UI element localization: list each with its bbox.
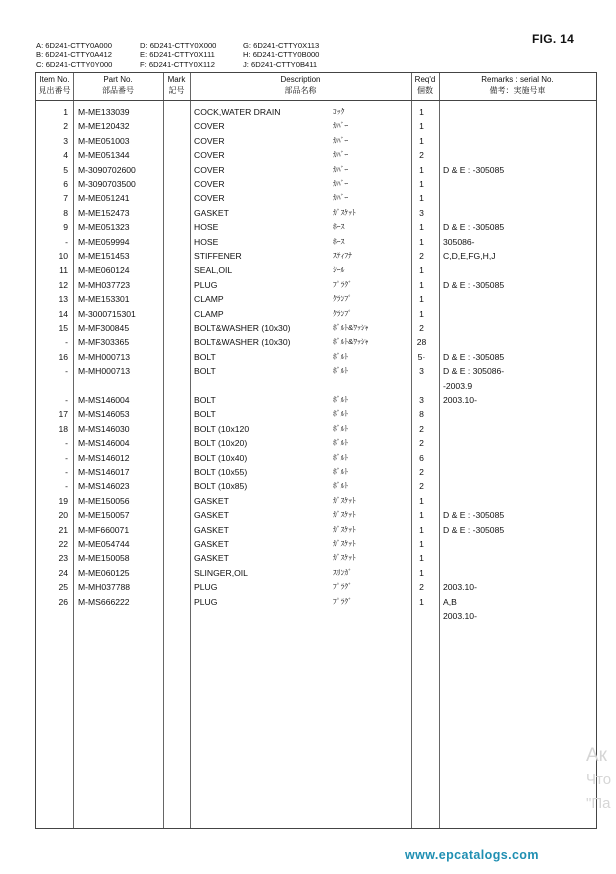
table-row	[36, 134, 596, 148]
cell-description: BOLT&WASHER (10x30)	[194, 323, 291, 333]
cell-description: BOLT	[194, 409, 216, 420]
cell-description-jp: ｶﾞｽｹｯﾄ	[333, 495, 356, 505]
cell-item-no: 9	[63, 222, 68, 233]
cell-description: COCK,WATER DRAIN	[194, 107, 281, 117]
cell-description: CLAMP	[194, 308, 224, 319]
ghost-line: "Па	[586, 795, 611, 812]
cell-description-jp: ﾌﾟﾗｸﾞ	[333, 596, 352, 606]
header-mark	[163, 75, 190, 96]
cell-item-no: 19	[58, 495, 68, 506]
cell-part-no: M-ME060124	[78, 265, 130, 276]
cell-description: BOLT&WASHER (10x30)	[194, 337, 291, 348]
cell-description-jp: ﾎﾞﾙﾄ&ﾜｯｼｬ	[333, 323, 369, 332]
cell-quantity: 6	[419, 452, 424, 463]
cell-description-jp: ｶﾊﾞｰ	[333, 150, 349, 160]
table-row	[36, 278, 596, 292]
table-row	[36, 249, 596, 263]
cell-description: HOSE	[194, 222, 219, 233]
cell-quantity: 1	[419, 107, 424, 117]
header-remarks-jp: 備考：実施号車	[489, 85, 546, 95]
cell-description: BOLT (10x120	[194, 423, 250, 434]
model-code: B: 6D241-CTTY0A412	[36, 50, 112, 60]
cell-quantity: 3	[419, 366, 424, 377]
cell-description: COVER	[194, 121, 225, 132]
cell-quantity: 1	[419, 121, 424, 132]
cell-description-jp: ｺｯｸ	[333, 107, 345, 116]
cell-part-no: M-MH037788	[78, 582, 131, 593]
cell-description-jp: ｶﾞｽｹｯﾄ	[333, 510, 356, 520]
cell-quantity: 28	[416, 337, 427, 348]
cell-quantity: 2	[419, 323, 424, 333]
table-row	[36, 609, 596, 623]
cell-description-jp: ﾌﾟﾗｸﾞ	[333, 582, 352, 592]
table-row	[36, 465, 596, 479]
table-row	[36, 292, 596, 306]
cell-description: BOLT	[194, 351, 216, 362]
cell-remarks: D & E : -305085	[443, 222, 505, 233]
header-reqd-jp: 個数	[417, 85, 433, 95]
cell-part-no: M-ME051003	[78, 135, 130, 146]
cell-description: GASKET	[194, 207, 229, 218]
cell-remarks: D & E : -305085	[443, 510, 505, 521]
header-remarks	[439, 75, 596, 96]
watermark: www.epcatalogs.com	[405, 848, 539, 862]
cell-description: COVER	[194, 150, 225, 161]
cell-description: BOLT (10x85)	[194, 481, 248, 492]
cell-item-no: 10	[58, 251, 68, 261]
cell-description-jp: ﾎﾞﾙﾄ	[333, 351, 349, 361]
cell-description-jp: ﾎﾞﾙﾄ	[333, 366, 349, 376]
cell-description: STIFFENER	[194, 251, 242, 261]
cell-part-no: M-MS146030	[78, 423, 130, 434]
cell-description: PLUG	[194, 582, 218, 593]
figure-label: FIG. 14	[532, 32, 575, 46]
cell-part-no: M-ME152473	[78, 207, 130, 218]
cell-description-jp: ｶﾞｽｹｯﾄ	[333, 553, 356, 563]
table-row	[36, 364, 596, 378]
cell-item-no: 3	[63, 135, 68, 146]
cell-description-jp: ｽﾘﾝｶﾞ	[333, 567, 352, 577]
table-row	[36, 307, 596, 321]
cell-quantity: 1	[419, 524, 424, 535]
cell-quantity: 1	[419, 164, 424, 175]
cell-quantity: 2	[419, 582, 424, 593]
header-description-jp: 部品名称	[284, 85, 317, 95]
cell-description: COVER	[194, 193, 225, 204]
cell-item-no: 26	[58, 596, 68, 607]
cell-description-jp: ｽﾃｨﾌﾅ	[333, 251, 352, 260]
cell-item-no: -	[65, 337, 68, 348]
cell-part-no: M-3090703500	[78, 179, 136, 189]
cell-description-jp: ﾎｰｽ	[333, 222, 345, 232]
table-row	[36, 523, 596, 537]
cell-part-no: M-MH000713	[78, 351, 131, 362]
cell-remarks: D & E : -305085	[443, 279, 505, 290]
cell-remarks: 2003.10-	[443, 582, 477, 593]
cell-part-no: M-MS146004	[78, 395, 130, 405]
cell-part-no: M-ME051241	[78, 193, 130, 204]
cell-quantity: 2	[419, 481, 424, 492]
cell-quantity: 5·	[417, 351, 426, 362]
cell-quantity: 3	[419, 207, 424, 218]
cell-item-no: 8	[63, 207, 68, 218]
cell-description: GASKET	[194, 510, 229, 521]
cell-part-no: M-ME059994	[78, 236, 130, 247]
cell-description: GASKET	[194, 553, 229, 564]
cell-description-jp: ﾎﾞﾙﾄ	[333, 467, 349, 476]
table-row	[36, 119, 596, 133]
cell-remarks: C,D,E,FG,H,J	[443, 251, 496, 261]
cell-description-jp: ｶﾊﾞｰ	[333, 121, 349, 131]
cell-quantity: 1	[419, 279, 424, 290]
table-row	[36, 235, 596, 249]
cell-item-no: 5	[63, 164, 68, 175]
header-description	[190, 75, 411, 96]
cell-quantity: 2	[419, 251, 424, 261]
cell-quantity: 1	[419, 135, 424, 146]
header-reqd-en: Req'd	[414, 75, 436, 84]
cell-part-no: M-ME150056	[78, 495, 130, 506]
cell-description-jp: ｶﾞｽｹｯﾄ	[333, 207, 356, 217]
cell-quantity: 1	[419, 510, 424, 521]
cell-item-no: 13	[58, 294, 68, 305]
cell-item-no: 16	[58, 351, 68, 362]
cell-remarks: 2003.10-	[443, 395, 477, 405]
model-row	[36, 50, 353, 59]
cell-quantity: 1	[419, 308, 424, 319]
table-row	[36, 436, 596, 450]
cell-item-no: 23	[58, 553, 68, 564]
cell-description: SEAL,OIL	[194, 265, 233, 276]
model-row	[36, 60, 353, 69]
table-row	[36, 551, 596, 565]
cell-quantity: 8	[419, 409, 424, 420]
cell-description-jp: ﾌﾟﾗｸﾞ	[333, 279, 352, 289]
cell-item-no: 11	[59, 265, 68, 276]
cell-remarks: D & E : -305085	[443, 524, 505, 535]
cell-description-jp: ﾎﾞﾙﾄ	[333, 452, 349, 462]
cell-description: HOSE	[194, 236, 219, 247]
table-row	[36, 479, 596, 493]
model-code: G: 6D241-CTTY0X113	[243, 41, 320, 50]
cell-description-jp: ﾎﾞﾙﾄ	[333, 438, 349, 448]
cell-item-no: 7	[63, 193, 68, 204]
cell-item-no: 15	[58, 323, 68, 333]
cell-quantity: 1	[419, 222, 424, 233]
table-row	[36, 422, 596, 436]
cell-description-jp: ｶﾊﾞｰ	[333, 193, 349, 203]
ghost-overlay-text	[586, 744, 616, 816]
cell-description: PLUG	[194, 596, 218, 607]
cell-description-jp: ｶﾊﾞｰ	[333, 135, 349, 145]
cell-quantity: 1	[419, 179, 424, 189]
header-item-no	[36, 75, 73, 96]
cell-description: COVER	[194, 135, 225, 146]
cell-item-no: 2	[63, 121, 68, 132]
cell-part-no: M-ME150057	[78, 510, 130, 521]
header-item-no-en: Item No.	[39, 75, 70, 84]
header-mark-en: Mark	[167, 75, 186, 84]
cell-description-jp: ｼｰﾙ	[333, 265, 345, 275]
cell-part-no: M-MS666222	[78, 596, 130, 607]
header-description-en: Description	[280, 75, 321, 84]
table-row	[36, 220, 596, 234]
cell-quantity: 2	[419, 423, 424, 434]
cell-quantity: 1	[419, 495, 424, 506]
cell-item-no: 1	[63, 107, 68, 117]
table-row	[36, 335, 596, 349]
header-part-no	[73, 75, 163, 96]
cell-quantity: 1	[419, 193, 424, 204]
parts-table	[35, 72, 597, 829]
header-part-no-en: Part No.	[103, 75, 133, 84]
cell-description: BOLT (10x55)	[194, 467, 248, 477]
cell-item-no: -	[65, 452, 68, 463]
cell-description-jp: ｸﾗﾝﾌﾟ	[333, 308, 352, 318]
cell-description: CLAMP	[194, 294, 224, 305]
cell-part-no: M-MS146023	[78, 481, 130, 492]
cell-quantity: 1	[419, 596, 424, 607]
cell-description: SLINGER,OIL	[194, 567, 248, 578]
cell-part-no: M-MS146017	[78, 467, 130, 477]
table-row	[36, 148, 596, 162]
cell-part-no: M-MH037723	[78, 279, 131, 290]
cell-description-jp: ｶﾞｽｹｯﾄ	[333, 539, 356, 548]
header-mark-jp: 記号	[168, 85, 185, 95]
cell-part-no: M-ME051344	[78, 150, 130, 161]
cell-item-no: -	[65, 366, 68, 377]
header-item-no-jp: 見出番号	[38, 85, 71, 95]
table-row	[36, 580, 596, 594]
header-divider	[36, 100, 596, 101]
cell-description-jp: ﾎｰｽ	[333, 236, 345, 246]
table-row	[36, 393, 596, 407]
cell-remarks: 2003.10-	[443, 611, 477, 621]
table-row	[36, 494, 596, 508]
cell-item-no: 17	[58, 409, 68, 420]
cell-description-jp: ﾎﾞﾙﾄ	[333, 481, 349, 491]
cell-description: BOLT (10x40)	[194, 452, 248, 463]
cell-part-no: M-MS146004	[78, 438, 130, 449]
cell-part-no: M-MH000713	[78, 366, 131, 377]
model-code: H: 6D241-CTTY0B000	[243, 50, 320, 60]
cell-item-no: 12	[58, 279, 68, 290]
cell-part-no: M-ME153301	[78, 294, 130, 305]
table-row	[36, 321, 596, 335]
cell-description-jp: ﾎﾞﾙﾄ&ﾜｯｼｬ	[333, 337, 369, 347]
cell-item-no: 25	[58, 582, 68, 593]
model-list	[36, 41, 353, 69]
cell-description: PLUG	[194, 279, 218, 290]
cell-remarks: D & E : 305086-	[443, 366, 505, 377]
cell-item-no: -	[65, 236, 68, 247]
cell-item-no: 21	[58, 524, 68, 535]
table-row	[36, 163, 596, 177]
table-row	[36, 177, 596, 191]
cell-part-no: M-MS146053	[78, 409, 130, 420]
cell-remarks: D & E : -305085	[443, 351, 505, 362]
cell-quantity: 2	[419, 150, 424, 161]
table-row	[36, 379, 596, 393]
cell-description-jp: ｶﾊﾞｰ	[333, 179, 349, 188]
cell-part-no: M-MF303365	[78, 337, 130, 348]
model-code: J: 6D241-CTTY0B411	[243, 59, 318, 69]
table-row	[36, 105, 596, 119]
cell-description: BOLT	[194, 395, 216, 405]
cell-description-jp: ｶﾞｽｹｯﾄ	[333, 524, 356, 534]
cell-description: GASKET	[194, 495, 229, 506]
header-reqd	[411, 75, 439, 96]
cell-item-no: 6	[63, 179, 68, 189]
model-code: C: 6D241-CTTY0Y000	[36, 59, 113, 69]
cell-item-no: -	[65, 481, 68, 492]
cell-part-no: M-MF660071	[78, 524, 130, 535]
cell-part-no: M-ME151453	[78, 251, 130, 261]
cell-description: BOLT	[194, 366, 216, 377]
cell-part-no: M-ME051323	[78, 222, 130, 233]
model-code: D: 6D241-CTTY0X000	[140, 41, 217, 50]
table-row	[36, 595, 596, 609]
cell-description: GASKET	[194, 524, 229, 535]
table-row	[36, 350, 596, 364]
cell-description-jp: ﾎﾞﾙﾄ	[333, 409, 349, 419]
cell-item-no: 24	[58, 567, 68, 578]
cell-description-jp: ﾎﾞﾙﾄ	[333, 395, 349, 404]
model-code: A: 6D241-CTTY0A000	[36, 41, 112, 50]
cell-description: COVER	[194, 179, 225, 189]
ghost-line: Что	[586, 771, 612, 788]
cell-quantity: 1	[419, 236, 424, 247]
header-part-no-jp: 部品番号	[102, 85, 134, 95]
cell-item-no: 20	[58, 510, 68, 521]
table-row	[36, 206, 596, 220]
model-row	[36, 41, 353, 50]
table-row	[36, 451, 596, 465]
cell-description-jp: ﾎﾞﾙﾄ	[333, 423, 349, 433]
table-row	[36, 407, 596, 421]
cell-quantity: 3	[419, 395, 424, 405]
model-code: E: 6D241-CTTY0X111	[140, 50, 215, 60]
cell-quantity: 1	[419, 294, 424, 305]
cell-remarks: 305086-	[443, 236, 475, 247]
cell-part-no: M-ME054744	[78, 539, 130, 549]
cell-description: COVER	[194, 164, 225, 175]
cell-item-no: -	[65, 395, 68, 405]
cell-part-no: M-ME150058	[78, 553, 130, 564]
cell-quantity: 1	[419, 265, 424, 276]
cell-item-no: 14	[58, 308, 68, 319]
header-remarks-en: Remarks : serial No.	[481, 75, 554, 84]
cell-part-no: M-ME060125	[78, 567, 130, 578]
cell-item-no: 22	[58, 539, 68, 549]
cell-part-no: M-MS146012	[78, 452, 130, 463]
cell-remarks: D & E : -305085	[443, 164, 505, 175]
table-row	[36, 263, 596, 277]
cell-description: BOLT (10x20)	[194, 438, 248, 449]
cell-item-no: -	[65, 467, 68, 477]
cell-remarks: -2003.9	[443, 380, 473, 391]
cell-item-no: -	[65, 438, 68, 449]
cell-item-no: 18	[58, 423, 68, 434]
cell-quantity: 2	[419, 467, 424, 477]
cell-description-jp: ｸﾗﾝﾌﾟ	[333, 294, 352, 304]
cell-quantity: 1	[419, 567, 424, 578]
cell-part-no: M-ME120432	[78, 121, 130, 132]
cell-item-no: 4	[63, 150, 68, 161]
ghost-line: Ак	[586, 745, 607, 766]
cell-quantity: 1	[419, 553, 424, 564]
table-row	[36, 537, 596, 551]
cell-description: GASKET	[194, 539, 229, 549]
cell-remarks: A,B	[443, 596, 457, 607]
cell-part-no: M-ME133039	[78, 107, 130, 117]
model-code: F: 6D241-CTTY0X112	[140, 59, 215, 69]
table-row	[36, 508, 596, 522]
cell-part-no: M-MF300845	[78, 323, 130, 333]
table-row	[36, 566, 596, 580]
cell-description-jp: ｶﾊﾞｰ	[333, 164, 349, 174]
cell-part-no: M-3000715301	[78, 308, 136, 319]
table-row	[36, 191, 596, 205]
cell-quantity: 1	[419, 539, 424, 549]
cell-part-no: M-3090702600	[78, 164, 136, 175]
cell-quantity: 2	[419, 438, 424, 449]
